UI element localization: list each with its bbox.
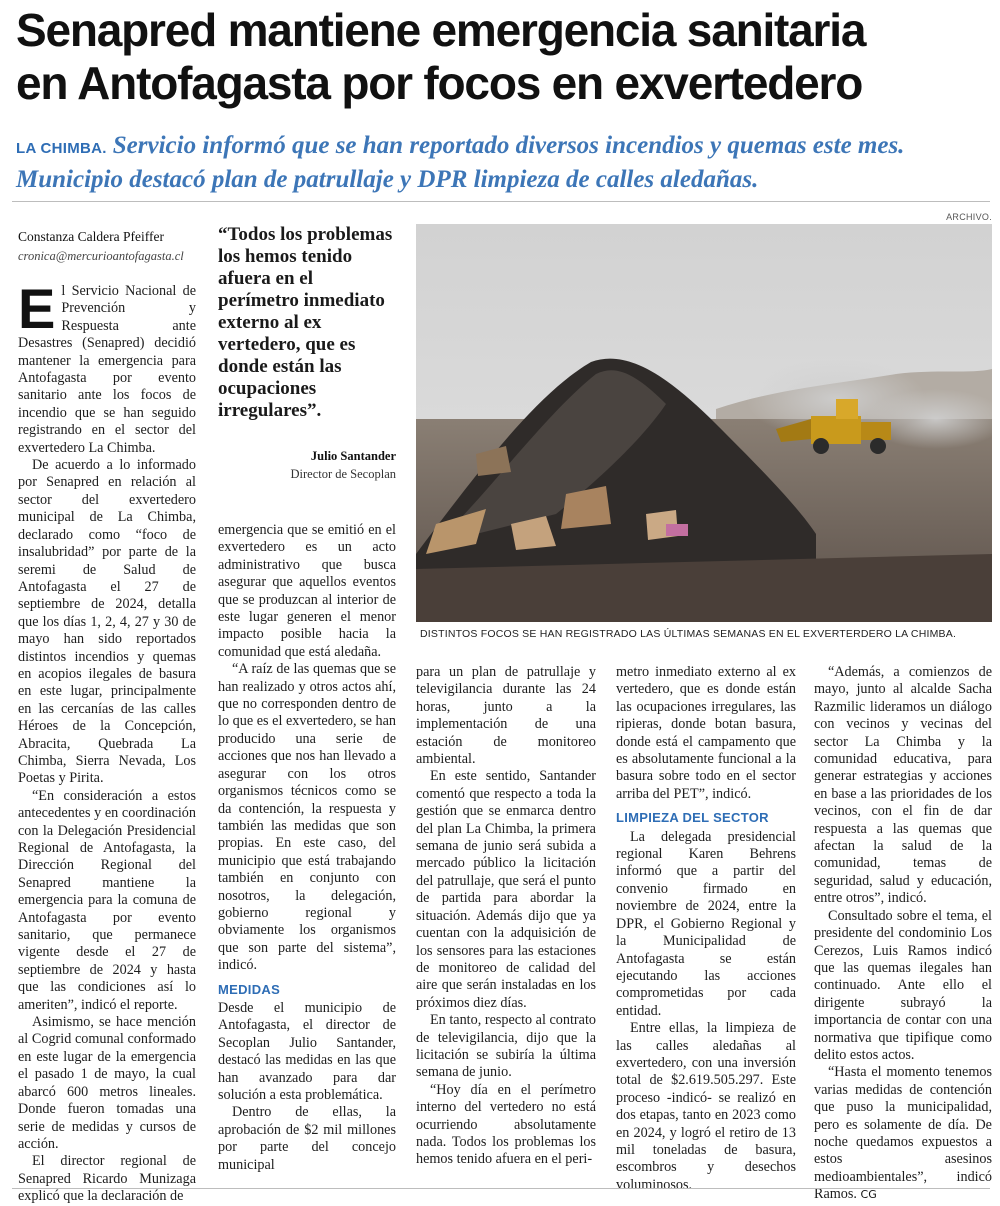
pull-quote-author: Julio Santander <box>310 449 396 463</box>
col3-paragraph-4: “Hoy día en el perímetro interno del vertedero no está ocurriendo absolutamente nada. Todos los problemas los hemos tenido afuera en el peri- <box>416 1081 596 1168</box>
end-mark-icon: CG <box>860 1188 877 1202</box>
subhead-limpieza: LIMPIEZA DEL SECTOR <box>616 810 769 826</box>
col1-paragraph-3: “En consideración a estos antecedentes y en coordinación con la Delegación Presidencial Regional de Antofagasta, la Dirección Regional del Senapred mantiene la emergencia para la comuna de Antofagasta por evento sanitario, que permanece vigente desde el 27 de septiembre de 2024 y hasta que las condiciones así lo ameriten”, indicó el reporte. <box>18 787 196 1013</box>
col4-paragraph-1: metro inmediato externo al ex vertedero, que es donde están las ocupaciones irregulares, las ripieras, donde botan basura, donde está el campamento que es absolutamente funcional a la basura sobre todo en el sector arriba del PET”, indicó. <box>616 664 796 802</box>
col1-paragraph-1: El Servicio Nacional de Prevención y Respuesta ante Desastres (Senapred) decidió mantener la emergencia para Antofagasta por evento sanitario ante los focos de incendio que se han seguido registrando en el sector del exvertedero La Chimba. <box>18 277 196 456</box>
col3-paragraph-1: para un plan de patrullaje y televigilancia durante las 24 horas, junto a la implementación de una estación de monitoreo ambiental. <box>416 664 596 768</box>
column-3 <box>416 664 596 1169</box>
landfill-photo-illustration <box>416 224 992 622</box>
col1-paragraph-4: Asimismo, se hace mención al Cogrid comunal conformado en este lugar de la emergencia el pasado 1 de mayo, la cual abarcó 600 metros lineales. Donde fueron tomadas una serie de medidas y cursos de acción. <box>18 1014 196 1152</box>
column-1 <box>18 277 196 1206</box>
subhead-medidas: MEDIDAS <box>218 981 281 997</box>
col5-paragraph-2: Consultado sobre el tema, el presidente del condominio Los Cerezos, Luis Ramos indicó que las quemas ilegales han continuado. Ante ello el dirigente subrayó la importancia de contar con una normativa que tipifique como delito estos actos. <box>814 907 992 1063</box>
column-5 <box>814 664 992 1204</box>
byline-author: Constanza Caldera Pfeiffer <box>18 229 164 244</box>
col2-paragraph-1: emergencia que se emitió en el exvertedero es un acto administrativo que busca asegurar que aquellos eventos que se produzcan al interior de este lugar generen el menor impacto posible hacia la comunidad que está aledaña. <box>218 522 396 660</box>
col2-paragraph-3: Desde el municipio de Antofagasta, el director de Secoplan Julio Santander, destacó las medidas en las que han avanzado para dar solución a esta problemática. <box>218 999 396 1103</box>
drop-cap: E <box>18 277 56 340</box>
col2-paragraph-2: “A raíz de las quemas que se han realizado y otros actos ahí, que no corresponden dentro de lo que es el exvertedero, se han producido una serie de acciones que nos han llevado a asegurar con los otros organismos técnicos como se da contención, la respuesta y también las medidas que son propias. En este caso, del municipio que está trabajando también en conjunto con nosotros, la delegación, gobierno regional y obviamente los organismos que son parte del sistema”, indicó. <box>218 661 396 974</box>
pull-quote-role: Director de Secoplan <box>290 467 396 481</box>
headline-line-1: Senapred mantiene emergencia sanitaria <box>16 4 866 56</box>
col4-paragraph-2: La delegada presidencial regional Karen Behrens informó que a partir del convenio firmado en noviembre de 2024, entre la DPR, el Gobierno Regional y la Municipalidad de Antofagasta se están ejecutando las acciones comprometidas por cada entidad. <box>616 828 796 1019</box>
col4-paragraph-3: Entre ellas, la limpieza de las calles aledañas al exvertedero, con una inversión total de $2.619.505.297. Este proceso -indicó- se realizó en dos etapas, tanto en 2023 como en 2024, y logró el retiro de 13 mil toneladas de basura, escombros y desechos voluminosos. <box>616 1020 796 1193</box>
pull-quote: “Todos los problemas los hemos tenido afuera en el perímetro inmediato externo al ex vertedero, que es donde están las ocupaciones irregulares”. <box>218 224 393 421</box>
col3-paragraph-3: En tanto, respecto al contrato de televigilancia, dijo que la licitación se subiría la última semana de junio. <box>416 1012 596 1081</box>
col5-paragraph-3: “Hasta el momento tenemos varias medidas de contención que puso la municipalidad, pero es solamente de día. De noche quedamos expuestos a estos asesinos medioambientales”, indicó Ramos. CG <box>814 1064 992 1203</box>
col1-paragraph-5: El director regional de Senapred Ricardo Munizaga explicó que la declaración de <box>18 1153 196 1205</box>
bajada-kicker: LA CHIMBA. <box>16 140 107 157</box>
column-4 <box>616 664 796 1194</box>
bajada-text: Servicio informó que se han reportado diversos incendios y quemas este mes. Municipio destacó plan de patrullaje y DPR limpieza de calles aledañas. <box>16 132 905 193</box>
col1-paragraph-2: De acuerdo a lo informado por Senapred en relación al sector del exvertedero municipal de La Chimba, declarado como “foco de insalubridad” por parte de la seremi de Salud de Antofagasta el 27 de septiembre de 2024, detalla que los días 1, 2, 4, 27 y 30 de mayo han sido reportados distintos incendios y quemas en acopios ilegales de basura en este lugar, principalmente en las cercanías de las calles Héroes de la Concepción, Abracita, Quebrada La Chimba, Sierra Nevada, Los Poetas y Pirita. <box>18 457 196 787</box>
photo-credit: ARCHIVO. <box>946 212 992 222</box>
col3-paragraph-2: En este sentido, Santander comentó que respecto a toda la gestión que se enmarca dentro del plan La Chimba, la primera semana de junio será subida a mercado público la licitación del patrullaje, que será el punto de partida para abordar la situación. Además dijo que ya cuentan con la adquisición de los sensores para las estaciones de monitoreo de calidad del aire que serán instaladas en los próximos diez días. <box>416 768 596 1011</box>
col5-paragraph-1: “Además, a comienzos de mayo, junto al alcalde Sacha Razmilic lideramos un diálogo con vecinos y vecinas del sector La Chimba y la comunidad educativa, para generar estrategias y acciones en base a las prioridades de los vecinos, con el fin de dar respuesta a las quemas que afectan la salud de la comunidad, temas de seguridad, salud y educación, entre otros”, indicó. <box>814 664 992 907</box>
byline-email: cronica@mercurioantofagasta.cl <box>18 249 184 263</box>
headline-line-2: en Antofagasta por focos en exvertedero <box>16 57 863 109</box>
column-2 <box>218 522 396 1174</box>
bajada <box>16 130 991 195</box>
col2-paragraph-4: Dentro de ellas, la aprobación de $2 mil millones por parte del concejo municipal <box>218 1104 396 1173</box>
landfill-photo <box>416 224 992 622</box>
top-divider <box>12 201 990 202</box>
photo-caption: DISTINTOS FOCOS SE HAN REGISTRADO LAS ÚLTIMAS SEMANAS EN EL EXVERTERDERO LA CHIMBA. <box>420 628 957 640</box>
headline <box>16 4 991 110</box>
bottom-divider <box>12 1188 990 1189</box>
